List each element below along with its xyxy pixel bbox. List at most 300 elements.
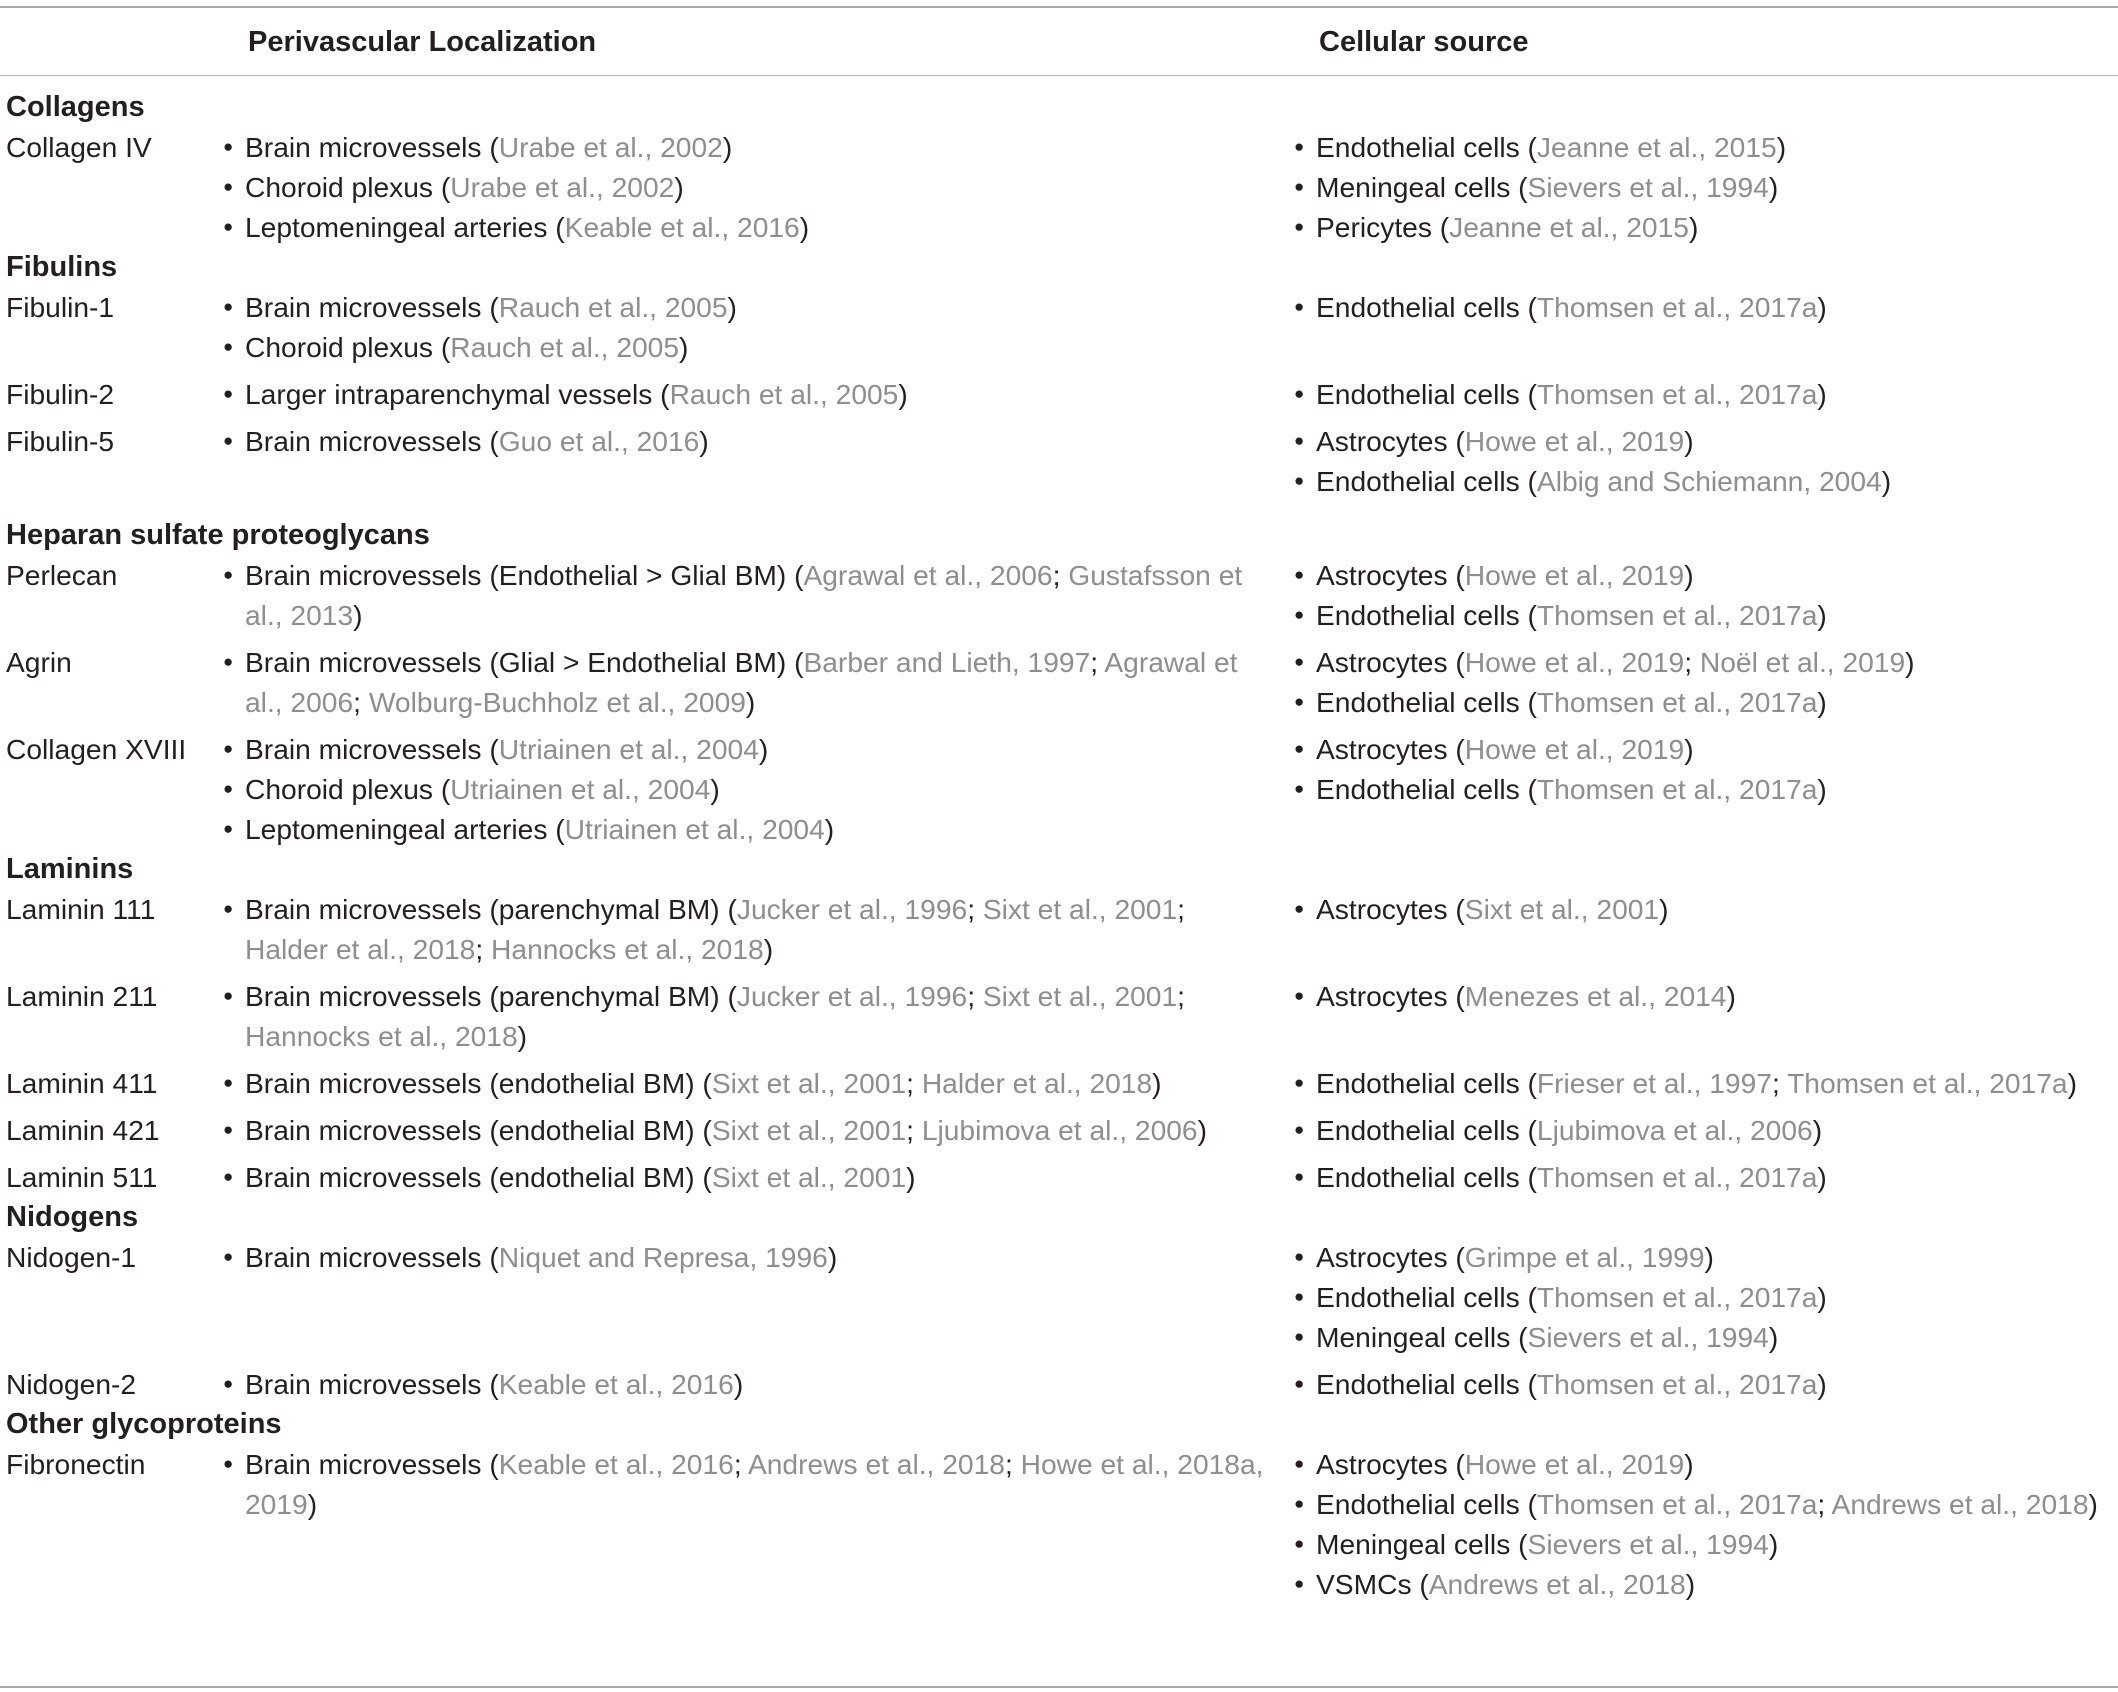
source-item: [1292, 729, 2118, 769]
localization-text: [245, 976, 1274, 1056]
source-item: [1292, 769, 2118, 809]
text-run: ): [1905, 646, 1915, 678]
localization-cell: [220, 555, 1288, 635]
localization-item: [221, 327, 1274, 367]
citation: Sixt et al., 2001: [982, 893, 1178, 925]
text-run: ): [722, 131, 733, 163]
text-run: ): [1684, 559, 1694, 591]
localization-cell: [220, 1364, 1288, 1404]
citation: Utriainen et al., 2004: [498, 733, 759, 765]
localization-text: [245, 809, 1274, 849]
text-run: ): [1768, 171, 1779, 203]
localization-item: [221, 1237, 1274, 1277]
source-item: [1292, 207, 2118, 247]
bullet-icon: ●: [1294, 1494, 1305, 1513]
bullet-icon: ●: [1294, 1534, 1305, 1553]
text-run: ): [1684, 733, 1694, 765]
citation: Thomsen et al., 2017a: [1536, 1488, 1818, 1520]
section-heading: Other glycoproteins: [6, 1408, 282, 1440]
citation: Andrews et al., 2018: [1428, 1568, 1686, 1600]
localization-text: [245, 1157, 1274, 1197]
table-row: [0, 421, 2118, 515]
bullet-icon: ●: [1294, 899, 1305, 918]
text-run: Endothelial cells (: [1316, 1067, 1537, 1099]
bullet-icon: ●: [223, 1247, 234, 1266]
localization-item: [221, 374, 1274, 414]
text-run: Meningeal cells (: [1316, 171, 1528, 203]
text-run: ;: [1177, 893, 1186, 925]
text-run: Astrocytes (: [1316, 1448, 1465, 1480]
table-row: [0, 1364, 2118, 1404]
localization-text: [245, 1444, 1274, 1524]
source-text: [1316, 682, 2118, 722]
localization-cell: [220, 287, 1288, 367]
text-run: ): [745, 686, 756, 718]
source-text: [1316, 729, 2118, 769]
text-run: ): [763, 933, 774, 965]
localization-item: [221, 889, 1274, 969]
bullet-icon: ●: [1294, 652, 1305, 671]
citation: Wolburg-Buchholz et al., 2009: [368, 686, 746, 718]
source-cell: [1288, 729, 2118, 849]
localization-cell: [220, 374, 1288, 414]
text-run: ;: [967, 980, 983, 1012]
citation: Sievers et al., 1994: [1527, 171, 1769, 203]
text-run: Pericytes (: [1316, 211, 1450, 243]
source-item: [1292, 1444, 2118, 1484]
text-run: ;: [1817, 1488, 1832, 1520]
citation: Thomsen et al., 2017a: [1787, 1067, 2068, 1099]
localization-item: [221, 1364, 1274, 1404]
source-cell: [1288, 287, 2118, 367]
bullet-icon: ●: [1294, 177, 1305, 196]
localization-text: [245, 769, 1274, 809]
text-run: ): [824, 813, 835, 845]
text-run: Brain microvessels (endothelial BM) (: [245, 1161, 712, 1193]
table-row: [0, 642, 2118, 729]
text-run: ): [1197, 1114, 1207, 1146]
citation: Utriainen et al., 2004: [450, 773, 711, 805]
bullet-icon: ●: [223, 1374, 234, 1393]
citation: Sixt et al., 2001: [711, 1067, 907, 1099]
text-run: Brain microvessels (: [245, 1448, 499, 1480]
source-cell: [1288, 889, 2118, 969]
citation: Urabe et al., 2002: [450, 171, 675, 203]
text-run: ;: [1052, 559, 1069, 591]
localization-text: [245, 1110, 1274, 1150]
text-run: ): [733, 1368, 744, 1400]
source-item: [1292, 1063, 2118, 1103]
text-run: ): [307, 1488, 318, 1520]
text-run: ): [898, 378, 908, 410]
text-run: ): [1685, 1568, 1696, 1600]
text-run: Brain microvessels (: [245, 291, 499, 323]
text-run: ): [674, 171, 684, 203]
source-text: [1316, 1317, 2118, 1357]
header-cellular-source: Cellular source: [1319, 26, 1529, 58]
source-item: [1292, 889, 2118, 929]
text-run: ;: [967, 893, 983, 925]
text-run: Brain microvessels (endothelial BM) (: [245, 1067, 712, 1099]
localization-item: [221, 809, 1274, 849]
text-run: ): [1659, 893, 1669, 925]
text-run: ;: [1177, 980, 1186, 1012]
text-run: ): [1812, 1114, 1823, 1146]
localization-cell: [220, 889, 1288, 969]
localization-text: [245, 729, 1274, 769]
text-run: Brain microvessels (Glial > Endothelial BM) (: [245, 646, 804, 678]
table-row: [0, 1444, 2118, 1611]
citation: Menezes et al., 2014: [1464, 980, 1727, 1012]
text-run: ): [1776, 131, 1787, 163]
citation: Howe et al., 2019: [1464, 733, 1685, 765]
localization-text: [245, 1237, 1274, 1277]
bullet-icon: ●: [1294, 1327, 1305, 1346]
bottom-rule: [0, 1686, 2118, 1688]
localization-text: [245, 421, 1274, 461]
localization-item: [221, 729, 1274, 769]
text-run: Astrocytes (: [1316, 1241, 1465, 1273]
text-run: Endothelial cells (: [1316, 599, 1537, 631]
text-run: Endothelial cells (: [1316, 1114, 1537, 1146]
source-cell: [1288, 1110, 2118, 1150]
section-heading: Collagens: [6, 91, 145, 123]
source-text: [1316, 976, 2118, 1016]
text-run: Brain microvessels (Endothelial > Glial BM) (: [245, 559, 804, 591]
text-run: ): [353, 599, 363, 631]
text-run: ): [1684, 1448, 1694, 1480]
citation: Sixt et al., 2001: [711, 1114, 907, 1146]
text-run: Leptomeningeal arteries (: [245, 813, 565, 845]
citation: Jeanne et al., 2015: [1449, 211, 1689, 243]
localization-item: [221, 287, 1274, 327]
citation: Jeanne et al., 2015: [1536, 131, 1777, 163]
source-item: [1292, 167, 2118, 207]
source-item: [1292, 1157, 2118, 1197]
text-run: Astrocytes (: [1316, 425, 1465, 457]
source-text: [1316, 642, 2118, 682]
localization-item: [221, 976, 1274, 1056]
bullet-icon: ●: [223, 652, 234, 671]
text-run: ;: [1771, 1067, 1788, 1099]
text-run: ): [2067, 1067, 2077, 1099]
text-run: ): [1684, 425, 1694, 457]
source-text: [1316, 1237, 2118, 1277]
citation: Rauch et al., 2005: [669, 378, 899, 410]
table-body: [0, 76, 2118, 1611]
bullet-icon: ●: [223, 297, 234, 316]
source-text: [1316, 555, 2118, 595]
citation: Thomsen et al., 2017a: [1536, 1161, 1818, 1193]
source-item: [1292, 595, 2118, 635]
table-row: [0, 976, 2118, 1063]
text-run: ): [1817, 773, 1827, 805]
localization-cell: [220, 976, 1288, 1056]
text-run: ;: [353, 686, 369, 718]
source-text: [1316, 167, 2118, 207]
localization-text: [245, 374, 1274, 414]
localization-cell: [220, 127, 1288, 247]
source-item: [1292, 1237, 2118, 1277]
citation: Frieser et al., 1997: [1536, 1067, 1772, 1099]
bullet-icon: ●: [1294, 739, 1305, 758]
text-run: ): [1817, 378, 1827, 410]
localization-text: [245, 287, 1274, 327]
citation: Howe et al., 2019: [1464, 646, 1685, 678]
text-run: Endothelial cells (: [1316, 131, 1537, 163]
localization-item: [221, 1157, 1274, 1197]
citation: Utriainen et al., 2004: [564, 813, 825, 845]
text-run: Endothelial cells (: [1316, 465, 1537, 497]
source-cell: [1288, 421, 2118, 501]
source-item: [1292, 287, 2118, 327]
row-name: Collagen IV: [6, 131, 152, 163]
localization-text: [245, 327, 1274, 367]
bullet-icon: ●: [1294, 384, 1305, 403]
text-run: ): [1817, 1161, 1827, 1193]
text-run: ): [1817, 1368, 1827, 1400]
source-text: [1316, 1484, 2118, 1524]
source-cell: [1288, 1063, 2118, 1103]
text-run: Leptomeningeal arteries (: [245, 211, 565, 243]
citation: Ljubimova et al., 2006: [1536, 1114, 1813, 1146]
bullet-icon: ●: [223, 819, 234, 838]
localization-text: [245, 555, 1274, 635]
table-row: [0, 127, 2118, 247]
source-text: [1316, 595, 2118, 635]
localization-cell: [220, 1063, 1288, 1103]
citation: Keable et al., 2016: [564, 211, 800, 243]
source-cell: [1288, 642, 2118, 722]
citation: Hannocks et al., 2018: [491, 933, 764, 965]
citation: Albig and Schiemann, 2004: [1536, 465, 1882, 497]
citation: Halder et al., 2018: [921, 1067, 1153, 1099]
source-text: [1316, 1364, 2118, 1404]
text-run: ): [1726, 980, 1736, 1012]
text-run: ): [1881, 465, 1892, 497]
bullet-icon: ●: [223, 177, 234, 196]
source-item: [1292, 1364, 2118, 1404]
citation: Guo et al., 2016: [498, 425, 700, 457]
bullet-icon: ●: [223, 137, 234, 156]
source-text: [1316, 1524, 2118, 1564]
citation: Howe et al., 2019: [1464, 1448, 1685, 1480]
text-run: ): [710, 773, 720, 805]
citation: Ljubimova et al., 2006: [921, 1114, 1198, 1146]
bullet-icon: ●: [1294, 1167, 1305, 1186]
bullet-icon: ●: [1294, 137, 1305, 156]
text-run: Endothelial cells (: [1316, 291, 1537, 323]
citation: Howe et al., 2018a, 2019: [245, 1448, 1264, 1520]
bullet-icon: ●: [223, 899, 234, 918]
text-run: Endothelial cells (: [1316, 378, 1537, 410]
bullet-icon: ●: [1294, 1454, 1305, 1473]
localization-text: [245, 889, 1274, 969]
text-run: ): [1768, 1528, 1779, 1560]
section-heading: Fibulins: [6, 251, 118, 283]
row-name: Fibulin-2: [6, 378, 115, 410]
text-run: ): [1768, 1321, 1779, 1353]
text-run: ): [799, 211, 810, 243]
bullet-icon: ●: [223, 217, 234, 236]
localization-text: [245, 167, 1274, 207]
localization-item: [221, 1063, 1274, 1103]
text-run: Brain microvessels (: [245, 1241, 499, 1273]
source-cell: [1288, 374, 2118, 414]
text-run: Larger intraparenchymal vessels (: [245, 378, 670, 410]
citation: Agrawal et al., 2006: [245, 646, 1238, 718]
source-text: [1316, 1063, 2118, 1103]
source-text: [1316, 1277, 2118, 1317]
localization-cell: [220, 642, 1288, 722]
citation: Jucker et al., 1996: [736, 980, 968, 1012]
text-run: ): [1817, 291, 1827, 323]
bullet-icon: ●: [223, 1454, 234, 1473]
source-cell: [1288, 1157, 2118, 1197]
citation: Thomsen et al., 2017a: [1536, 378, 1818, 410]
citation: Niquet and Represa, 1996: [498, 1241, 828, 1273]
bullet-icon: ●: [1294, 1287, 1305, 1306]
ecm-table: [0, 6, 2118, 1611]
text-run: VSMCs (: [1316, 1568, 1429, 1600]
text-run: Endothelial cells (: [1316, 1368, 1537, 1400]
source-text: [1316, 1564, 2118, 1604]
bullet-icon: ●: [223, 431, 234, 450]
citation: Keable et al., 2016: [498, 1448, 734, 1480]
text-run: Brain microvessels (endothelial BM) (: [245, 1114, 712, 1146]
text-run: Astrocytes (: [1316, 559, 1465, 591]
source-item: [1292, 1564, 2118, 1604]
bullet-icon: ●: [1294, 297, 1305, 316]
table-row: [0, 1237, 2118, 1364]
citation: Thomsen et al., 2017a: [1536, 773, 1818, 805]
source-item: [1292, 1524, 2118, 1564]
text-run: Endothelial cells (: [1316, 1488, 1537, 1520]
text-run: Choroid plexus (: [245, 331, 451, 363]
row-name: Perlecan: [6, 559, 118, 591]
text-run: Brain microvessels (parenchymal BM) (: [245, 980, 737, 1012]
source-text: [1316, 769, 2118, 809]
source-cell: [1288, 127, 2118, 247]
text-run: ): [699, 425, 709, 457]
header-localization: Perivascular Localization: [248, 26, 597, 58]
source-cell: [1288, 1237, 2118, 1357]
table-row: [0, 729, 2118, 849]
text-run: Brain microvessels (parenchymal BM) (: [245, 893, 737, 925]
text-run: ): [1688, 211, 1699, 243]
source-item: [1292, 374, 2118, 414]
source-item: [1292, 1277, 2118, 1317]
source-cell: [1288, 976, 2118, 1056]
row-name: Fibulin-1: [6, 291, 115, 323]
text-run: ): [679, 331, 689, 363]
text-run: Brain microvessels (: [245, 1368, 499, 1400]
bullet-icon: ●: [1294, 1374, 1305, 1393]
source-item: [1292, 682, 2118, 722]
localization-item: [221, 167, 1274, 207]
bullet-icon: ●: [223, 384, 234, 403]
text-run: ): [1704, 1241, 1714, 1273]
text-run: ): [727, 291, 737, 323]
citation: Thomsen et al., 2017a: [1536, 291, 1818, 323]
localization-cell: [220, 1157, 1288, 1197]
bullet-icon: ●: [223, 1167, 234, 1186]
text-run: ): [1817, 686, 1827, 718]
source-text: [1316, 127, 2118, 167]
citation: Andrews et al., 2018: [1831, 1488, 2089, 1520]
bullet-icon: ●: [1294, 986, 1305, 1005]
localization-text: [245, 207, 1274, 247]
row-name: Laminin 111: [6, 893, 156, 925]
text-run: Astrocytes (: [1316, 980, 1465, 1012]
bullet-icon: ●: [223, 739, 234, 758]
text-run: Endothelial cells (: [1316, 1281, 1537, 1313]
section-heading: Heparan sulfate proteoglycans: [6, 519, 430, 551]
source-text: [1316, 421, 2118, 461]
section-heading: Nidogens: [6, 1201, 139, 1233]
citation: Sievers et al., 1994: [1527, 1528, 1769, 1560]
bullet-icon: ●: [1294, 471, 1305, 490]
citation: Thomsen et al., 2017a: [1536, 1281, 1818, 1313]
localization-text: [245, 127, 1274, 167]
localization-cell: [220, 421, 1288, 501]
source-item: [1292, 127, 2118, 167]
citation: Agrawal et al., 2006: [803, 559, 1053, 591]
text-run: Brain microvessels (: [245, 131, 499, 163]
text-run: ;: [906, 1067, 922, 1099]
citation: Barber and Lieth, 1997: [803, 646, 1091, 678]
citation: Rauch et al., 2005: [450, 331, 680, 363]
localization-cell: [220, 729, 1288, 849]
localization-item: [221, 1110, 1274, 1150]
table-row: [0, 1063, 2118, 1110]
text-run: ): [1817, 1281, 1827, 1313]
text-run: ;: [1004, 1448, 1021, 1480]
localization-item: [221, 769, 1274, 809]
row-name: Agrin: [6, 646, 72, 678]
row-name: Laminin 421: [6, 1114, 160, 1146]
section-heading: Laminins: [6, 853, 134, 885]
row-name: Laminin 411: [6, 1067, 158, 1099]
citation: Andrews et al., 2018: [747, 1448, 1005, 1480]
source-text: [1316, 1157, 2118, 1197]
row-name: Nidogen-2: [6, 1368, 137, 1400]
table-row: [0, 1157, 2118, 1197]
text-run: Meningeal cells (: [1316, 1528, 1528, 1560]
localization-item: [221, 642, 1274, 722]
bullet-icon: ●: [223, 1120, 234, 1139]
localization-cell: [220, 1110, 1288, 1150]
localization-cell: [220, 1237, 1288, 1357]
text-run: ;: [1684, 646, 1700, 678]
bullet-icon: ●: [1294, 431, 1305, 450]
source-item: [1292, 1317, 2118, 1357]
citation: Howe et al., 2019: [1464, 559, 1685, 591]
source-cell: [1288, 1364, 2118, 1404]
localization-item: [221, 421, 1274, 461]
source-text: [1316, 1110, 2118, 1150]
source-cell: [1288, 1444, 2118, 1604]
citation: Jucker et al., 1996: [736, 893, 968, 925]
text-run: ): [906, 1161, 916, 1193]
bullet-icon: ●: [1294, 692, 1305, 711]
bullet-icon: ●: [1294, 1120, 1305, 1139]
text-run: ): [1817, 599, 1827, 631]
citation: Thomsen et al., 2017a: [1536, 1368, 1818, 1400]
source-text: [1316, 1444, 2118, 1484]
localization-item: [221, 127, 1274, 167]
text-run: ): [517, 1020, 528, 1052]
